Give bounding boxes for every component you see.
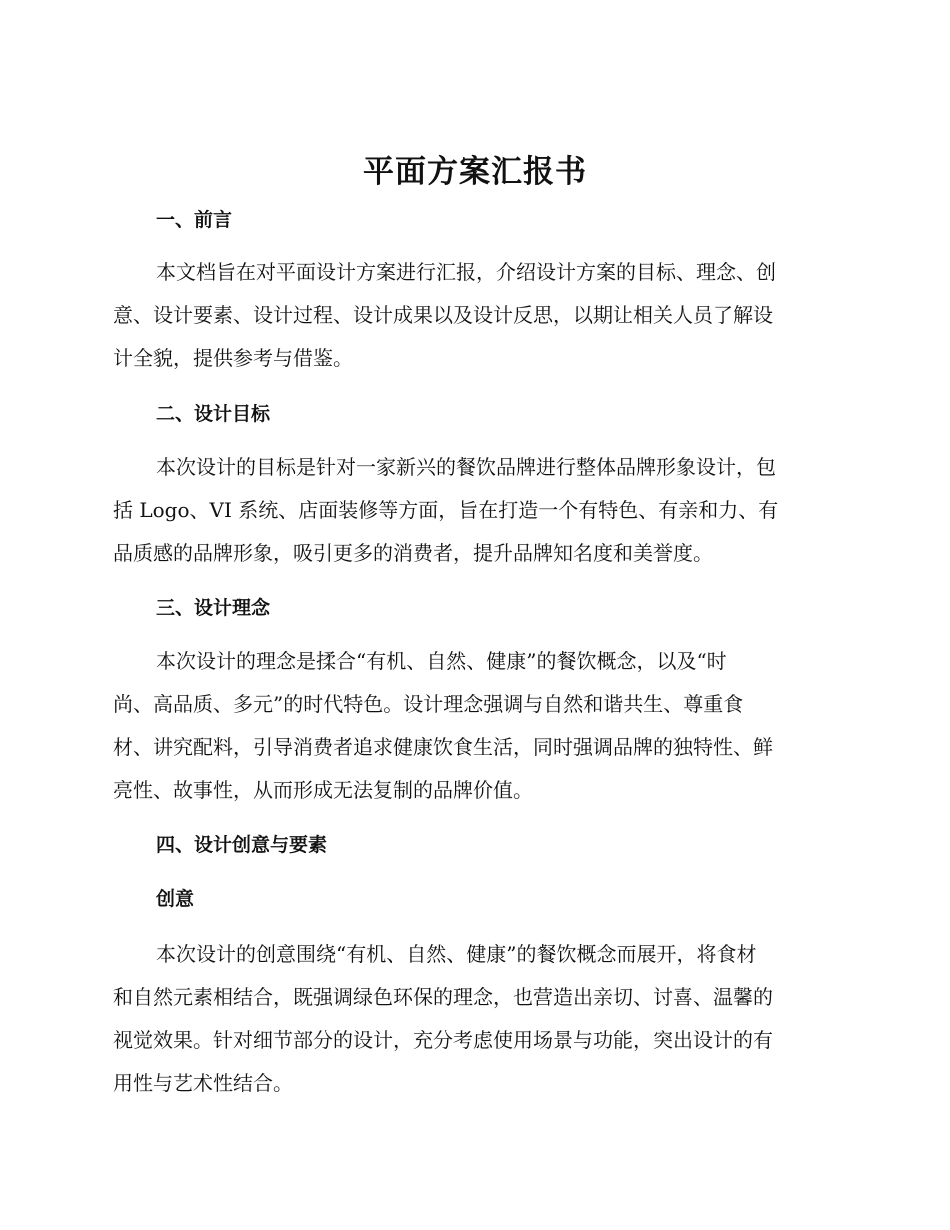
paragraph-line: 本次设计的理念是揉合“有机、自然、健康”的餐饮概念，以及“时 (156, 649, 727, 673)
section-heading-design-concept: 三、设计理念 (156, 597, 271, 619)
paragraph-line: 亮性、故事性，从而形成无法复制的品牌价值。 (113, 778, 533, 802)
section-heading-preface: 一、前言 (156, 209, 233, 231)
paragraph-line: 用性与艺术性结合。 (113, 1071, 293, 1095)
paragraph-line: 本次设计的创意围绕“有机、自然、健康”的餐饮概念而展开，将食材 (156, 942, 757, 966)
section-paragraph-design-concept (113, 640, 833, 812)
paragraph-line: 本次设计的目标是针对一家新兴的餐饮品牌进行整体品牌形象设计，包 (156, 455, 776, 479)
paragraph-line: 视觉效果。针对细节部分的设计，充分考虑使用场景与功能，突出设计的有 (113, 1028, 773, 1052)
paragraph-line: 括 Logo、VI 系统、店面装修等方面，旨在打造一个有特色、有亲和力、有 (113, 498, 779, 522)
paragraph-line: 和自然元素相结合，既强调绿色环保的理念，也营造出亲切、讨喜、温馨的 (113, 985, 773, 1009)
paragraph-line: 本文档旨在对平面设计方案进行汇报，介绍设计方案的目标、理念、创 (156, 260, 776, 284)
section-paragraph-preface (113, 251, 833, 380)
section-heading-creativity-elements: 四、设计创意与要素 (156, 834, 328, 856)
paragraph-line: 材、讲究配料，引导消费者追求健康饮食生活，同时强调品牌的独特性、鲜 (113, 735, 773, 759)
section-paragraph-design-goal (113, 446, 833, 575)
paragraph-line: 计全貌，提供参考与借鉴。 (113, 346, 353, 370)
paragraph-line: 意、设计要素、设计过程、设计成果以及设计反思，以期让相关人员了解设 (113, 303, 773, 327)
document-title: 平面方案汇报书 (363, 154, 587, 190)
section-paragraph-creativity (113, 933, 833, 1105)
subsection-heading-creativity: 创意 (156, 888, 195, 910)
paragraph-line: 品质感的品牌形象，吸引更多的消费者，提升品牌知名度和美誉度。 (113, 541, 713, 565)
paragraph-line: 尚、高品质、多元”的时代特色。设计理念强调与自然和谐共生、尊重食 (113, 692, 744, 716)
section-heading-design-goal: 二、设计目标 (156, 403, 271, 425)
